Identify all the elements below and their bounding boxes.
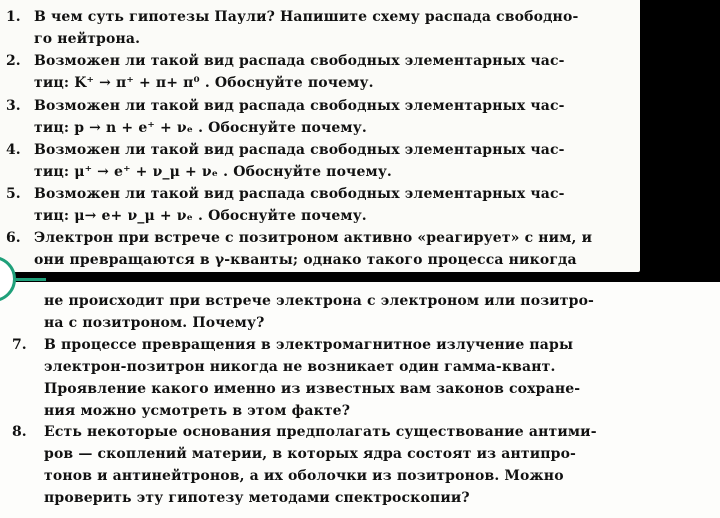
question-7-line-3: Проявление какого именно из известных вам законов сохране- [44, 381, 581, 397]
question-7-number: 7. [12, 337, 27, 353]
question-6-line-3: не происходит при встрече электрона с электроном или позитро- [44, 293, 595, 309]
binder-clip-line [16, 278, 46, 281]
question-1-number: 1. [6, 9, 21, 25]
question-1-line-2: го нейтрона. [34, 31, 141, 47]
question-8-line-2: ров — скоплений материи, в которых ядра состоят из антипро- [44, 446, 577, 462]
question-6-line-1: Электрон при встрече с позитроном активно «реагирует» с ним, и [34, 230, 593, 246]
question-3-line-2: тиц: p → n + e⁺ + νₑ . Обоснуйте почему. [34, 120, 367, 136]
question-6-number: 6. [6, 230, 21, 246]
question-8-line-4: проверить эту гипотезу методами спектроскопии? [44, 490, 470, 506]
question-5-line-2: тиц: μ→ e+ ν_μ + νₑ . Обоснуйте почему. [34, 208, 367, 224]
question-4-number: 4. [6, 142, 21, 158]
question-7-line-4: ния можно усмотреть в этом факте? [44, 403, 351, 419]
question-2-line-2: тиц: K⁺ → π⁺ + π+ π⁰ . Обоснуйте почему. [34, 75, 374, 91]
question-6-line-4: на с позитроном. Почему? [44, 315, 265, 331]
question-8-number: 8. [12, 424, 27, 440]
question-8-line-3: тонов и антинейтронов, а их оболочки из позитронов. Можно [44, 468, 564, 484]
question-2-number: 2. [6, 53, 21, 69]
question-5-line-1: Возможен ли такой вид распада свободных элементарных час- [34, 186, 565, 202]
question-3-number: 3. [6, 98, 21, 114]
question-7-line-2: электрон-позитрон никогда не возникает один гамма-квант. [44, 359, 556, 375]
question-3-line-1: Возможен ли такой вид распада свободных элементарных час- [34, 98, 565, 114]
question-2-line-1: Возможен ли такой вид распада свободных элементарных час- [34, 53, 565, 69]
question-6-line-2: они превращаются в γ-кванты; однако такого процесса никогда [34, 252, 577, 268]
question-8-line-1: Есть некоторые основания предполагать существование антими- [44, 424, 597, 440]
question-7-line-1: В процессе превращения в электромагнитное излучение пары [44, 337, 574, 353]
question-5-number: 5. [6, 186, 21, 202]
question-1-line-1: В чем суть гипотезы Паули? Напишите схему распада свободно- [34, 9, 579, 25]
question-4-line-1: Возможен ли такой вид распада свободных элементарных час- [34, 142, 565, 158]
question-4-line-2: тиц: μ⁺ → e⁺ + ν_μ + νₑ . Обоснуйте почему. [34, 164, 392, 180]
